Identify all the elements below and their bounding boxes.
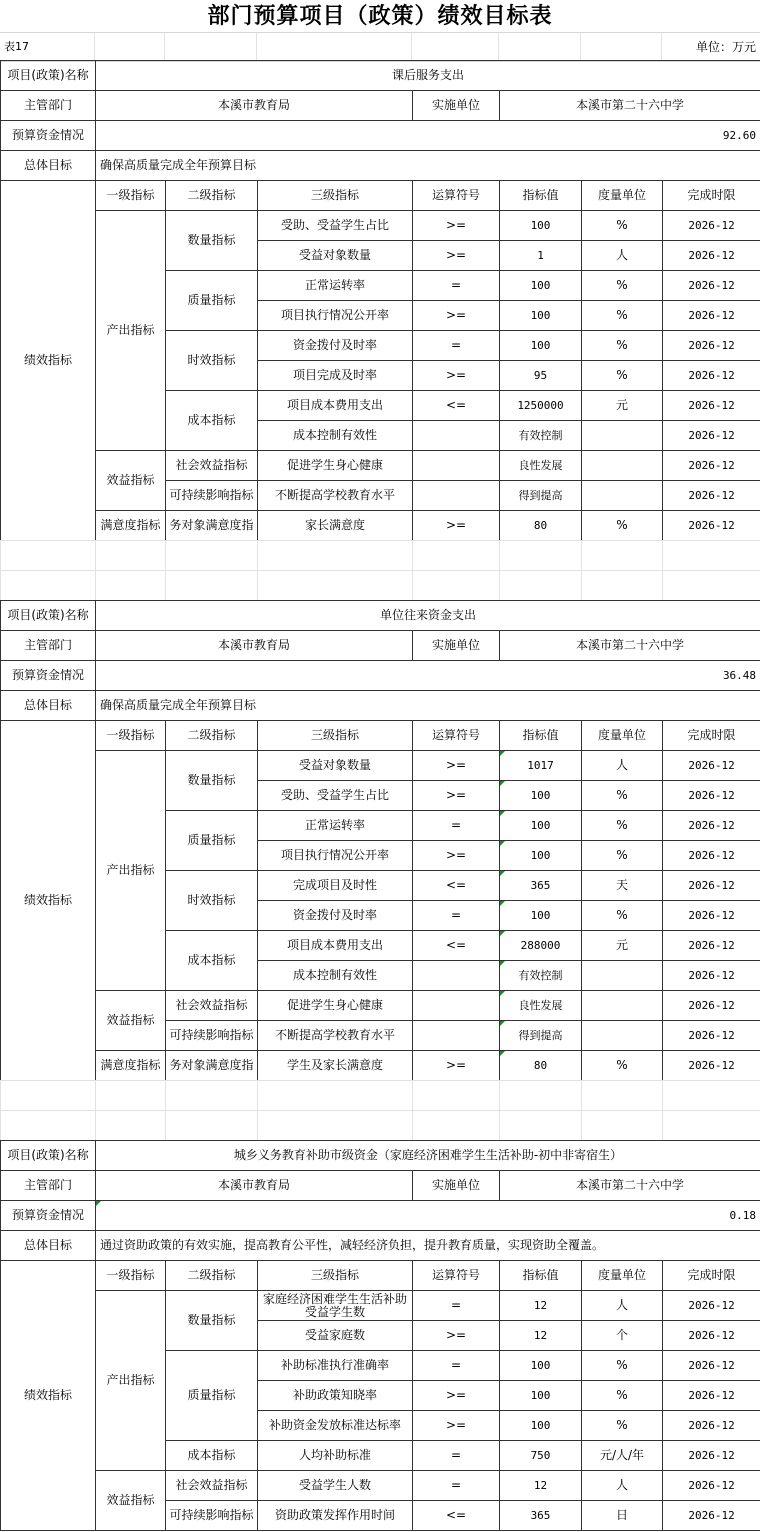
measure-unit: % (582, 1051, 663, 1081)
measure-unit (582, 451, 663, 481)
measure-unit: % (582, 1351, 663, 1381)
indicator-row (1, 451, 760, 481)
deadline: 2026-12 (663, 931, 760, 961)
impl-unit-value: 本溪市第二十六中学 (500, 1171, 760, 1201)
unit-label: 单位：万元 (695, 40, 756, 54)
l3-indicator: 正常运转率 (258, 271, 413, 301)
deadline: 2026-12 (663, 1291, 760, 1321)
impl-unit-label: 实施单位 (413, 631, 500, 661)
l3-indicator: 受益对象数量 (258, 241, 413, 271)
col-l1-header: 一级指标 (96, 1261, 166, 1291)
indicator-value: 得到提高 (500, 481, 582, 511)
indicator-row (1, 511, 760, 541)
col-val-header: 指标值 (500, 181, 582, 211)
deadline: 2026-12 (663, 1471, 760, 1501)
measure-unit (582, 481, 663, 511)
l2-indicator: 可持续影响指标 (166, 481, 258, 511)
col-l3-header: 三级指标 (258, 721, 413, 751)
measure-unit: 元 (582, 931, 663, 961)
table-number: 表17 (4, 40, 29, 53)
perf-label: 绩效指标 (1, 721, 96, 1081)
deadline: 2026-12 (663, 331, 760, 361)
spacer-rows (0, 1080, 760, 1140)
deadline: 2026-12 (663, 511, 760, 541)
measure-unit (582, 1021, 663, 1051)
measure-unit: % (582, 901, 663, 931)
operator: = (413, 1351, 500, 1381)
operator (413, 481, 500, 511)
operator: = (413, 1441, 500, 1471)
goal-label: 总体目标 (1, 691, 96, 721)
col-deadline-header: 完成时限 (663, 1261, 760, 1291)
indicator-value: 良性发展 (500, 451, 582, 481)
operator: = (413, 811, 500, 841)
deadline: 2026-12 (663, 751, 760, 781)
operator: <= (413, 871, 500, 901)
l3-indicator: 项目完成及时率 (258, 361, 413, 391)
deadline: 2026-12 (663, 871, 760, 901)
measure-unit: % (582, 511, 663, 541)
measure-unit: % (582, 331, 663, 361)
indicator-value: 100 (500, 271, 582, 301)
indicator-row (1, 991, 760, 1021)
measure-unit: 人 (582, 1471, 663, 1501)
measure-unit (582, 991, 663, 1021)
measure-unit: 日 (582, 1501, 663, 1531)
project-name-label: 项目(政策)名称 (1, 1141, 96, 1171)
operator (413, 991, 500, 1021)
deadline: 2026-12 (663, 841, 760, 871)
operator: >= (413, 241, 500, 271)
indicator-value: 100 (500, 781, 582, 811)
indicator-value: 1250000 (500, 391, 582, 421)
l1-indicator: 效益指标 (96, 451, 166, 511)
measure-unit (582, 961, 663, 991)
l3-indicator: 项目成本费用支出 (258, 391, 413, 421)
l2-indicator: 社会效益指标 (166, 451, 258, 481)
operator (413, 421, 500, 451)
deadline: 2026-12 (663, 451, 760, 481)
department-value: 本溪市教育局 (96, 91, 413, 121)
indicator-row (1, 751, 760, 781)
col-op-header: 运算符号 (413, 181, 500, 211)
l1-indicator: 产出指标 (96, 1291, 166, 1471)
operator: >= (413, 1411, 500, 1441)
indicator-value: 100 (500, 1411, 582, 1441)
operator: >= (413, 301, 500, 331)
operator: <= (413, 931, 500, 961)
project-name-label: 项目(政策)名称 (1, 61, 96, 91)
l2-indicator: 可持续影响指标 (166, 1021, 258, 1051)
deadline: 2026-12 (663, 241, 760, 271)
indicator-row (1, 1291, 760, 1321)
l2-indicator: 数量指标 (166, 751, 258, 811)
goal-label: 总体目标 (1, 1231, 96, 1261)
indicator-value: 100 (500, 301, 582, 331)
l2-indicator: 数量指标 (166, 1291, 258, 1351)
goal-value: 通过资助政策的有效实施，提高教育公平性，减轻经济负担，提升教育质量，实现资助全覆盖。 (96, 1231, 760, 1261)
operator (413, 451, 500, 481)
measure-unit: 元 (582, 391, 663, 421)
indicator-row (1, 1471, 760, 1501)
budget-label: 预算资金情况 (1, 121, 96, 151)
indicator-value: 100 (500, 901, 582, 931)
l3-indicator: 正常运转率 (258, 811, 413, 841)
indicator-value: 得到提高 (500, 1021, 582, 1051)
budget-label: 预算资金情况 (1, 661, 96, 691)
indicator-value: 有效控制 (500, 421, 582, 451)
table-header-bar (0, 32, 760, 62)
indicator-value: 100 (500, 1381, 582, 1411)
indicator-value: 750 (500, 1441, 582, 1471)
project-name: 单位往来资金支出 (96, 601, 760, 631)
measure-unit: 人 (582, 751, 663, 781)
measure-unit: % (582, 361, 663, 391)
deadline: 2026-12 (663, 961, 760, 991)
impl-unit-value: 本溪市第二十六中学 (500, 631, 760, 661)
indicator-value: 100 (500, 811, 582, 841)
measure-unit: % (582, 271, 663, 301)
indicator-value: 80 (500, 511, 582, 541)
page-title: 部门预算项目（政策）绩效目标表 (207, 3, 553, 29)
indicator-row (1, 211, 760, 241)
l3-indicator: 成本控制有效性 (258, 421, 413, 451)
measure-unit: % (582, 211, 663, 241)
indicator-value: 1017 (500, 751, 582, 781)
l2-indicator: 成本指标 (166, 391, 258, 451)
deadline: 2026-12 (663, 1051, 760, 1081)
l2-indicator: 社会效益指标 (166, 991, 258, 1021)
l3-indicator: 资金拨付及时率 (258, 901, 413, 931)
l2-indicator: 时效指标 (166, 871, 258, 931)
indicator-value: 有效控制 (500, 961, 582, 991)
deadline: 2026-12 (663, 301, 760, 331)
operator: = (413, 271, 500, 301)
deadline: 2026-12 (663, 481, 760, 511)
goal-label: 总体目标 (1, 151, 96, 181)
operator (413, 1021, 500, 1051)
indicator-value: 良性发展 (500, 991, 582, 1021)
indicator-value: 100 (500, 841, 582, 871)
operator: = (413, 1471, 500, 1501)
l3-indicator: 家庭经济困难学生生活补助受益学生数 (258, 1291, 413, 1321)
measure-unit: % (582, 781, 663, 811)
perf-label: 绩效指标 (1, 181, 96, 541)
department-value: 本溪市教育局 (96, 631, 413, 661)
indicator-value: 100 (500, 331, 582, 361)
l2-indicator: 质量指标 (166, 271, 258, 331)
operator: = (413, 1291, 500, 1321)
l3-indicator: 学生及家长满意度 (258, 1051, 413, 1081)
col-l1-header: 一级指标 (96, 181, 166, 211)
department-value: 本溪市教育局 (96, 1171, 413, 1201)
operator (413, 961, 500, 991)
goal-value: 确保高质量完成全年预算目标 (96, 691, 760, 721)
impl-unit-label: 实施单位 (413, 91, 500, 121)
measure-unit: % (582, 1411, 663, 1441)
l1-indicator: 满意度指标 (96, 1051, 166, 1081)
deadline: 2026-12 (663, 391, 760, 421)
col-l2-header: 二级指标 (166, 181, 258, 211)
deadline: 2026-12 (663, 1351, 760, 1381)
deadline: 2026-12 (663, 1411, 760, 1441)
operator: >= (413, 751, 500, 781)
l3-indicator: 不断提高学校教育水平 (258, 481, 413, 511)
deadline: 2026-12 (663, 781, 760, 811)
col-l2-header: 二级指标 (166, 1261, 258, 1291)
measure-unit: 人 (582, 241, 663, 271)
deadline: 2026-12 (663, 1321, 760, 1351)
l3-indicator: 补助政策知晓率 (258, 1381, 413, 1411)
indicator-value: 100 (500, 211, 582, 241)
l2-indicator: 成本指标 (166, 931, 258, 991)
l3-indicator: 补助标准执行准确率 (258, 1351, 413, 1381)
l2-indicator: 社会效益指标 (166, 1471, 258, 1501)
indicator-value: 95 (500, 361, 582, 391)
l3-indicator: 受助、受益学生占比 (258, 211, 413, 241)
budget-value: 92.60 (96, 121, 760, 151)
measure-unit: 天 (582, 871, 663, 901)
l3-indicator: 资金拨付及时率 (258, 331, 413, 361)
indicator-value: 12 (500, 1291, 582, 1321)
col-deadline-header: 完成时限 (663, 181, 760, 211)
measure-unit: % (582, 1381, 663, 1411)
budget-label: 预算资金情况 (1, 1201, 96, 1231)
col-op-header: 运算符号 (413, 1261, 500, 1291)
l3-indicator: 受益对象数量 (258, 751, 413, 781)
l3-indicator: 资助政策发挥作用时间 (258, 1501, 413, 1531)
col-val-header: 指标值 (500, 721, 582, 751)
l2-indicator: 成本指标 (166, 1441, 258, 1471)
deadline: 2026-12 (663, 1441, 760, 1471)
deadline: 2026-12 (663, 421, 760, 451)
operator: = (413, 331, 500, 361)
l3-indicator: 项目执行情况公开率 (258, 841, 413, 871)
l3-indicator: 受益家庭数 (258, 1321, 413, 1351)
operator: >= (413, 361, 500, 391)
department-label: 主管部门 (1, 1171, 96, 1201)
impl-unit-label: 实施单位 (413, 1171, 500, 1201)
project-table-1 (0, 60, 760, 541)
l3-indicator: 项目执行情况公开率 (258, 301, 413, 331)
deadline: 2026-12 (663, 1501, 760, 1531)
deadline: 2026-12 (663, 811, 760, 841)
col-deadline-header: 完成时限 (663, 721, 760, 751)
col-l3-header: 三级指标 (258, 1261, 413, 1291)
l1-indicator: 效益指标 (96, 991, 166, 1051)
l1-indicator: 产出指标 (96, 211, 166, 451)
l3-indicator: 不断提高学校教育水平 (258, 1021, 413, 1051)
project-name: 城乡义务教育补助市级资金（家庭经济困难学生生活补助-初中非寄宿生） (96, 1141, 760, 1171)
l2-indicator: 务对象满意度指 (166, 1051, 258, 1081)
l3-indicator: 完成项目及时性 (258, 871, 413, 901)
l2-indicator: 质量指标 (166, 1351, 258, 1441)
deadline: 2026-12 (663, 271, 760, 301)
l2-indicator: 可持续影响指标 (166, 1501, 258, 1531)
department-label: 主管部门 (1, 631, 96, 661)
deadline: 2026-12 (663, 211, 760, 241)
deadline: 2026-12 (663, 361, 760, 391)
goal-value: 确保高质量完成全年预算目标 (96, 151, 760, 181)
operator: >= (413, 1321, 500, 1351)
operator: >= (413, 781, 500, 811)
indicator-value: 100 (500, 1351, 582, 1381)
l3-indicator: 人均补助标准 (258, 1441, 413, 1471)
measure-unit: 人 (582, 1291, 663, 1321)
operator: >= (413, 841, 500, 871)
l3-indicator: 受益学生人数 (258, 1471, 413, 1501)
l3-indicator: 补助资金发放标准达标率 (258, 1411, 413, 1441)
spacer-rows (0, 540, 760, 600)
l3-indicator: 家长满意度 (258, 511, 413, 541)
perf-label: 绩效指标 (1, 1261, 96, 1531)
budget-value: 36.48 (96, 661, 760, 691)
measure-unit: % (582, 811, 663, 841)
operator: >= (413, 1381, 500, 1411)
l1-indicator: 满意度指标 (96, 511, 166, 541)
indicator-value: 12 (500, 1321, 582, 1351)
measure-unit: % (582, 301, 663, 331)
project-table-2 (0, 600, 760, 1081)
l1-indicator: 产出指标 (96, 751, 166, 991)
col-l3-header: 三级指标 (258, 181, 413, 211)
col-val-header: 指标值 (500, 1261, 582, 1291)
l3-indicator: 成本控制有效性 (258, 961, 413, 991)
deadline: 2026-12 (663, 991, 760, 1021)
indicator-value: 12 (500, 1471, 582, 1501)
col-l2-header: 二级指标 (166, 721, 258, 751)
measure-unit (582, 421, 663, 451)
operator: <= (413, 1501, 500, 1531)
project-name: 课后服务支出 (96, 61, 760, 91)
project-table-3 (0, 1140, 760, 1531)
department-label: 主管部门 (1, 91, 96, 121)
measure-unit: 个 (582, 1321, 663, 1351)
operator: <= (413, 391, 500, 421)
col-unit-header: 度量单位 (582, 721, 663, 751)
operator: >= (413, 1051, 500, 1081)
l2-indicator: 质量指标 (166, 811, 258, 871)
indicator-value: 365 (500, 1501, 582, 1531)
measure-unit: 元/人/年 (582, 1441, 663, 1471)
l3-indicator: 受助、受益学生占比 (258, 781, 413, 811)
operator: >= (413, 511, 500, 541)
operator: >= (413, 211, 500, 241)
deadline: 2026-12 (663, 1021, 760, 1051)
l2-indicator: 务对象满意度指 (166, 511, 258, 541)
l2-indicator: 数量指标 (166, 211, 258, 271)
l1-indicator: 效益指标 (96, 1471, 166, 1531)
l3-indicator: 项目成本费用支出 (258, 931, 413, 961)
col-unit-header: 度量单位 (582, 1261, 663, 1291)
impl-unit-value: 本溪市第二十六中学 (500, 91, 760, 121)
col-unit-header: 度量单位 (582, 181, 663, 211)
operator: = (413, 901, 500, 931)
l3-indicator: 促进学生身心健康 (258, 991, 413, 1021)
indicator-value: 288000 (500, 931, 582, 961)
deadline: 2026-12 (663, 1381, 760, 1411)
deadline: 2026-12 (663, 901, 760, 931)
indicator-value: 365 (500, 871, 582, 901)
project-name-label: 项目(政策)名称 (1, 601, 96, 631)
indicator-row (1, 1051, 760, 1081)
col-l1-header: 一级指标 (96, 721, 166, 751)
l3-indicator: 促进学生身心健康 (258, 451, 413, 481)
col-op-header: 运算符号 (413, 721, 500, 751)
indicator-value: 1 (500, 241, 582, 271)
l2-indicator: 时效指标 (166, 331, 258, 391)
budget-value: 0.18 (96, 1201, 760, 1231)
measure-unit: % (582, 841, 663, 871)
indicator-value: 80 (500, 1051, 582, 1081)
